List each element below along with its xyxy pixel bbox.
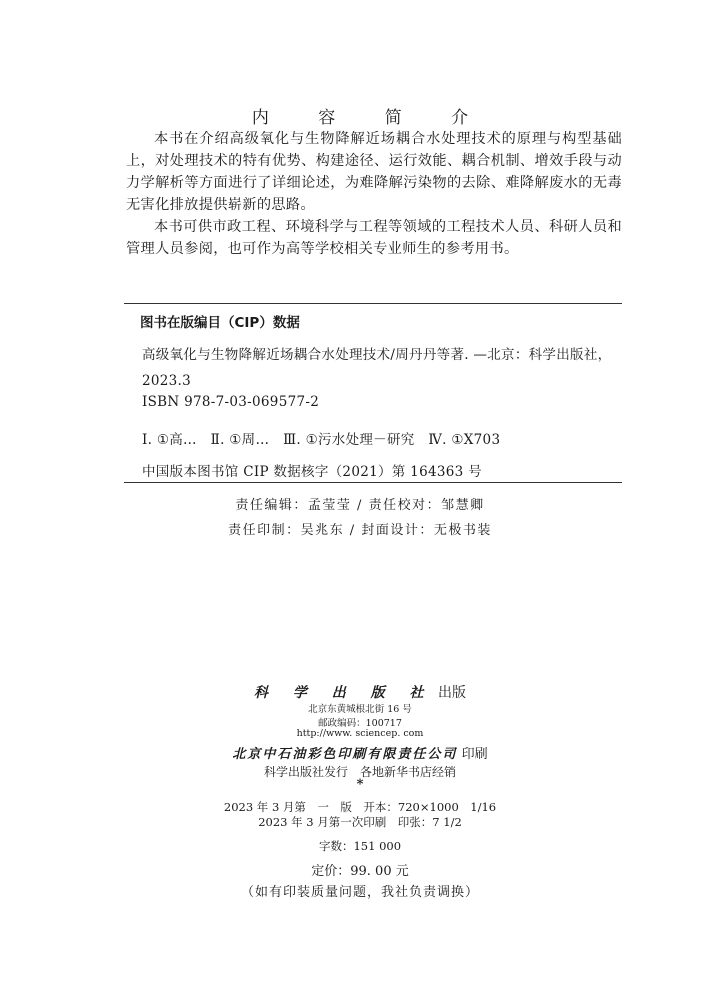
credits-production: 责任印制：吴兆东 / 封面设计：无极书装 [228,523,492,538]
cip-record: 中国版本图书馆 CIP 数据核字（2021）第 164363 号 [142,464,482,480]
publisher-name: 科 学 出 版 社 [254,685,434,701]
quality-note: （如有印装质量问题，我社负责调换） [240,885,479,900]
cip-classification: Ⅰ. ①高… Ⅱ. ①周… Ⅲ. ①污水处理－研究 Ⅳ. ①X703 [142,432,501,448]
credits-editors: 责任编辑：孟莹莹 / 责任校对：邹慧卿 [235,498,485,513]
edition-line: 2023 年 3 月第 一 版 开本：720×1000 1/16 [223,800,497,814]
cip-isbn: ISBN 978-7-03-069577-2 [142,394,320,410]
printer-suffix: 印刷 [461,747,488,762]
publisher-suffix: 出版 [437,685,466,701]
publisher-address: 北京东黄城根北街 16 号 [308,704,412,715]
intro-paragraph-2: 本书可供市政工程、环境科学与工程等领域的工程技术人员、科研人员和管理人员参阅，也可作为高等学校相关专业师生的参考用书。 [126,219,622,257]
publisher-website: http://www. sciencep. com [296,728,424,739]
cip-bottom-divider [124,482,622,483]
distribution-line: 科学出版社发行 各地新华书店经销 [263,765,456,779]
word-count: 字数：151 000 [318,839,402,853]
printer-line [0,743,720,762]
cip-top-divider [124,303,622,304]
intro-text [126,128,622,260]
publisher-postcode: 邮政编码：100717 [318,718,402,729]
separator-star: * [356,777,364,792]
cip-description: 高级氧化与生物降解近场耦合水处理技术/周丹丹等著. —北京：科学出版社，2023.3 [142,347,612,389]
cip-heading: 图书在版编目（CIP）数据 [140,315,300,331]
printing-line: 2023 年 3 月第一次印刷 印张：7 1/2 [258,815,462,829]
intro-paragraph-1: 本书在介绍高级氧化与生物降解近场耦合水处理技术的原理与构型基础上，对处理技术的特有优势、构建途径、运行效能、耦合机制、增效手段与动力学解析等方面进行了详细论述，为难降解污染物的去除、难降解废水的无毒无害化排放提供崭新的思路。 [126,131,622,213]
publisher-line [0,682,720,702]
section-title: 内 容 简 介 [251,108,491,128]
price: 定价：99. 00 元 [311,864,409,879]
printer-name: 北京中石油彩色印刷有限责任公司 [232,747,458,762]
